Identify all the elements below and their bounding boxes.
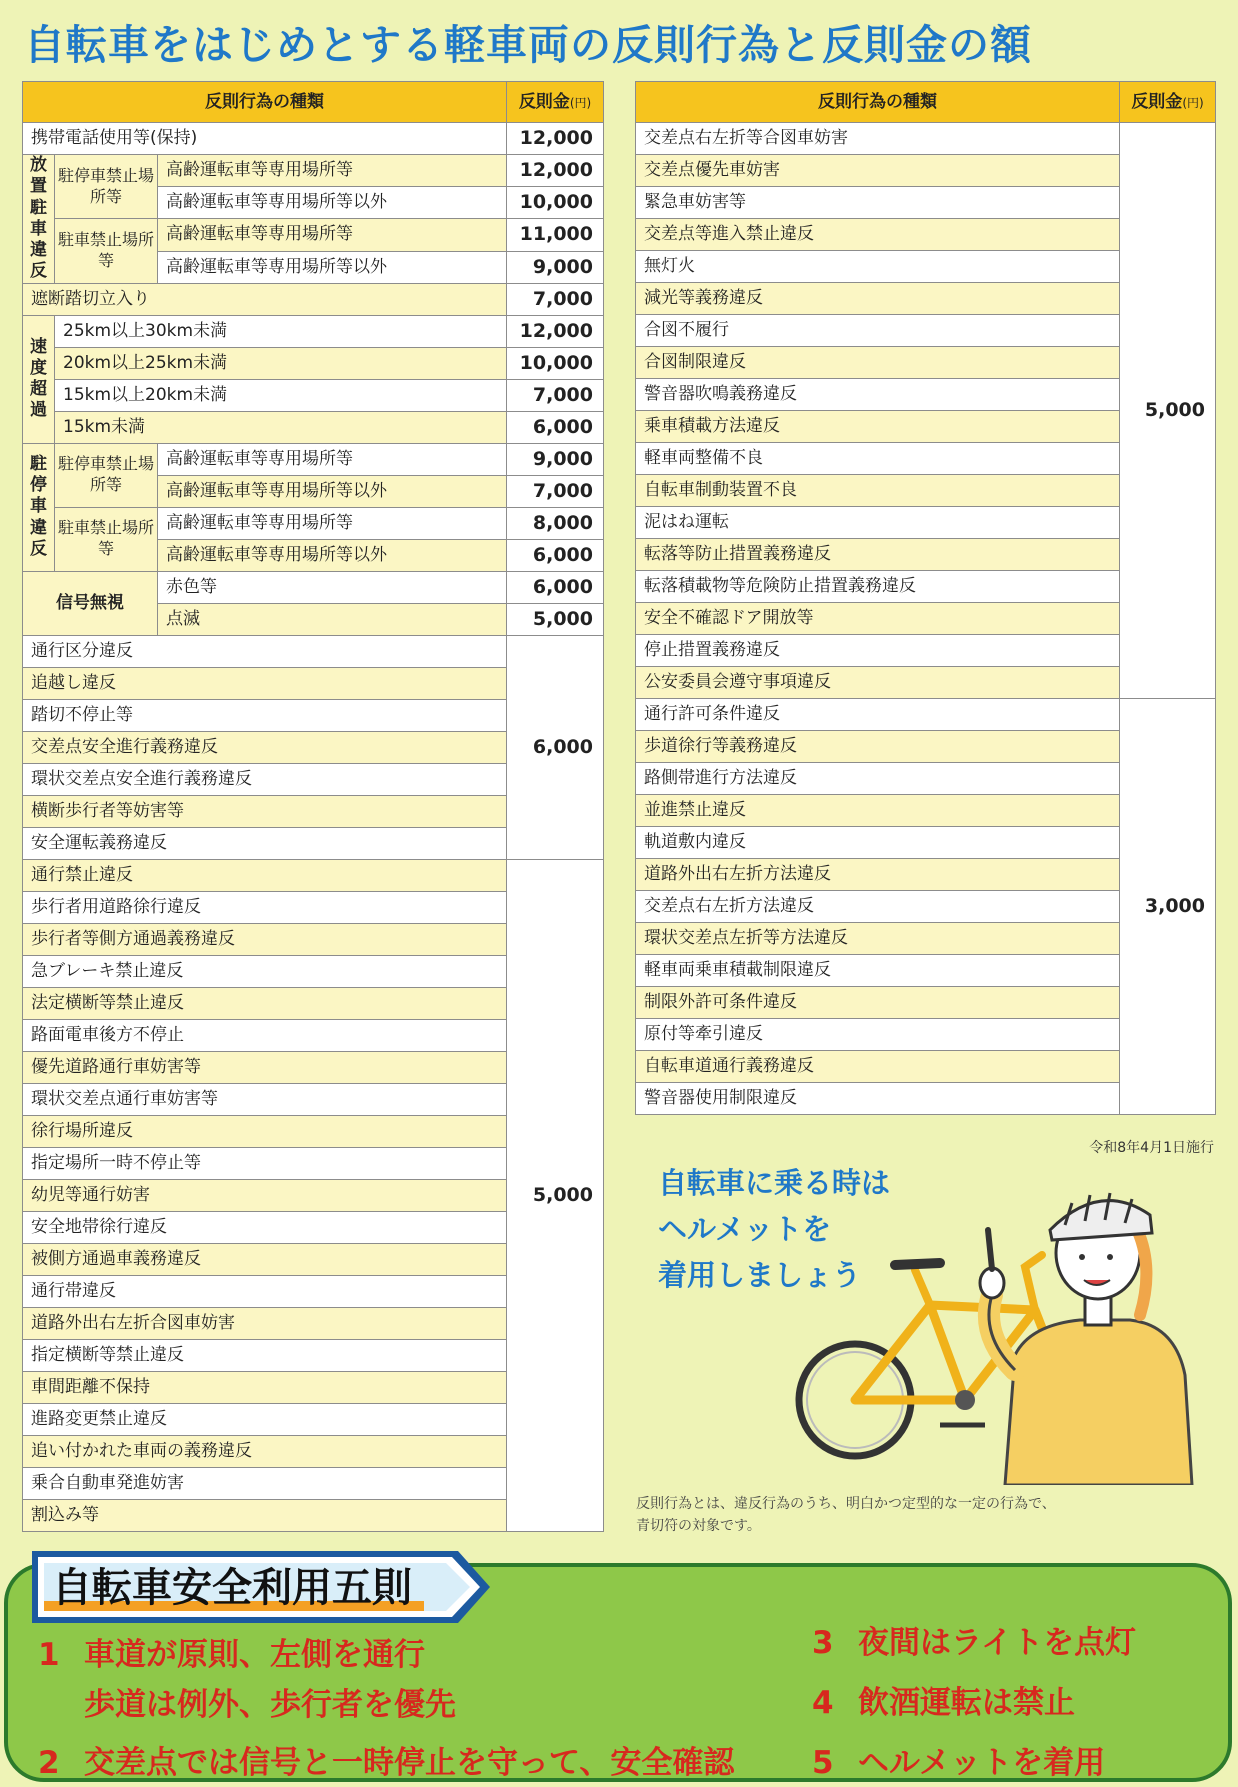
violation-label: 車間距離不保持 <box>23 1371 507 1403</box>
rules-title-banner <box>28 1545 498 1625</box>
violation-label: 制限外許可条件違反 <box>636 987 1120 1019</box>
violation-label: 路側帯進行方法違反 <box>636 763 1120 795</box>
violation-label: 転落等防止措置義務違反 <box>636 539 1120 571</box>
table-row <box>23 411 604 443</box>
violation-label: 高齢運転車等専用場所等 <box>158 507 507 539</box>
fine-amount: 8,000 <box>507 507 604 539</box>
violation-label: 減光等義務違反 <box>636 283 1120 315</box>
violation-label: 乗合自動車発進妨害 <box>23 1467 507 1499</box>
fine-amount: 9,000 <box>507 443 604 475</box>
violation-label: 道路外出右左折合図車妨害 <box>23 1307 507 1339</box>
violation-label: 歩道徐行等義務違反 <box>636 731 1120 763</box>
violation-label: 法定横断等禁止違反 <box>23 987 507 1019</box>
violation-label: 通行禁止違反 <box>23 859 507 891</box>
helmet-line: 自転車に乗る時は <box>658 1166 891 1200</box>
violation-label: 優先道路通行車妨害等 <box>23 1051 507 1083</box>
table-row <box>23 315 604 347</box>
violation-label: 無灯火 <box>636 251 1120 283</box>
table-row <box>23 379 604 411</box>
fine-amount: 5,000 <box>1120 123 1216 699</box>
violation-label: 歩行者等側方通過義務違反 <box>23 923 507 955</box>
group-6000 <box>23 635 604 859</box>
violation-label: 赤色等 <box>158 571 507 603</box>
violation-label: 携帯電話使用等(保持) <box>23 123 507 155</box>
violation-label: 遮断踏切立入り <box>23 283 507 315</box>
violation-label: 警音器使用制限違反 <box>636 1083 1120 1115</box>
violation-label: 軽車両乗車積載制限違反 <box>636 955 1120 987</box>
violation-label: 並進禁止違反 <box>636 795 1120 827</box>
violation-label: 15km未満 <box>55 411 507 443</box>
col-header-type: 反則行為の種類 <box>636 82 1120 123</box>
fine-amount: 7,000 <box>507 475 604 507</box>
subcategory-label: 駐停車禁止場所等 <box>55 155 158 219</box>
violation-label: 幼児等通行妨害 <box>23 1179 507 1211</box>
violation-label: 高齢運転車等専用場所等以外 <box>158 187 507 219</box>
violation-label: 道路外出右左折方法違反 <box>636 859 1120 891</box>
rule-number: 5 <box>812 1745 834 1781</box>
violation-label: 指定場所一時不停止等 <box>23 1147 507 1179</box>
fine-amount: 6,000 <box>507 411 604 443</box>
violation-label: 環状交差点通行車妨害等 <box>23 1083 507 1115</box>
table-row <box>23 635 604 667</box>
table-row <box>636 123 1216 155</box>
violation-label: 安全運転義務違反 <box>23 827 507 859</box>
helmet-line: ヘルメットを <box>658 1212 832 1246</box>
fine-amount: 6,000 <box>507 539 604 571</box>
violation-label: 徐行場所違反 <box>23 1115 507 1147</box>
violation-label: 交差点優先車妨害 <box>636 155 1120 187</box>
violation-label: 公安委員会遵守事項違反 <box>636 667 1120 699</box>
violation-label: 転落積載物等危険防止措置義務違反 <box>636 571 1120 603</box>
col-header-amount: 反則金(円) <box>507 82 604 123</box>
fine-amount: 6,000 <box>507 635 604 859</box>
violation-label: 進路変更禁止違反 <box>23 1403 507 1435</box>
col-header-type: 反則行為の種類 <box>23 82 507 123</box>
violation-label: 高齢運転車等専用場所等以外 <box>158 475 507 507</box>
fine-amount: 12,000 <box>507 123 604 155</box>
violation-label: 軌道敷内違反 <box>636 827 1120 859</box>
violation-label: 指定横断等禁止違反 <box>23 1339 507 1371</box>
fine-amount: 9,000 <box>507 251 604 283</box>
violation-label: 横断歩行者等妨害等 <box>23 795 507 827</box>
violation-label: 環状交差点左折等方法違反 <box>636 923 1120 955</box>
table-row <box>23 283 604 315</box>
fine-amount: 11,000 <box>507 219 604 252</box>
violation-label: 安全不確認ドア開放等 <box>636 603 1120 635</box>
violation-label: 15km以上20km未満 <box>55 379 507 411</box>
violation-label: 泥はね運転 <box>636 507 1120 539</box>
rule-number: 3 <box>812 1625 834 1661</box>
violation-label: 25km以上30km未満 <box>55 315 507 347</box>
rule-number: 1 <box>38 1637 60 1673</box>
violation-label: 追越し違反 <box>23 667 507 699</box>
category-label-abandoned-parking: 放置駐車違反 <box>23 155 55 284</box>
violation-label: 高齢運転車等専用場所等以外 <box>158 539 507 571</box>
violation-label: 割込み等 <box>23 1499 507 1531</box>
violation-label: 自転車制動装置不良 <box>636 475 1120 507</box>
category-label-speeding: 速度超過 <box>23 315 55 443</box>
rule-number: 4 <box>812 1685 834 1721</box>
rule-text: 交差点では信号と一時停止を守って、安全確認 <box>84 1745 735 1781</box>
rules-title: 自転車安全利用五則 <box>52 1565 412 1611</box>
fine-amount: 12,000 <box>507 155 604 187</box>
rule-text: 車道が原則、左側を通行 <box>84 1637 425 1673</box>
definition-line: 青切符の対象です。 <box>636 1518 761 1534</box>
violation-label: 20km以上25km未満 <box>55 347 507 379</box>
fine-table-left <box>22 81 604 1532</box>
violation-label: 自転車道通行義務違反 <box>636 1051 1120 1083</box>
violation-label: 合図不履行 <box>636 315 1120 347</box>
violation-label: 交差点右左折方法違反 <box>636 891 1120 923</box>
rule-2 <box>38 1737 734 1782</box>
group-5000 <box>636 123 1216 699</box>
violation-label: 通行区分違反 <box>23 635 507 667</box>
violation-label: 安全地帯徐行違反 <box>23 1211 507 1243</box>
violation-label: 合図制限違反 <box>636 347 1120 379</box>
table-row <box>23 443 604 475</box>
violation-label: 交差点安全進行義務違反 <box>23 731 507 763</box>
subcategory-label: 駐車禁止場所等 <box>55 219 158 284</box>
violation-label: 通行帯違反 <box>23 1275 507 1307</box>
fine-amount: 5,000 <box>507 603 604 635</box>
effective-date: 令和8年4月1日施行 <box>1089 1140 1214 1156</box>
table-row <box>23 155 604 187</box>
fine-amount: 10,000 <box>507 347 604 379</box>
violation-label: 被側方通過車義務違反 <box>23 1243 507 1275</box>
table-row <box>636 699 1216 731</box>
category-label-signal: 信号無視 <box>23 571 158 635</box>
violation-label: 追い付かれた車両の義務違反 <box>23 1435 507 1467</box>
cyclist-illustration <box>780 1185 1200 1485</box>
violation-label: 高齢運転車等専用場所等 <box>158 155 507 187</box>
fine-amount: 7,000 <box>507 379 604 411</box>
violation-label: 原付等牽引違反 <box>636 1019 1120 1051</box>
table-row <box>23 347 604 379</box>
violation-label: 停止措置義務違反 <box>636 635 1120 667</box>
fine-amount: 10,000 <box>507 187 604 219</box>
fine-table-right <box>635 81 1216 1115</box>
table-row <box>23 219 604 252</box>
group-5000 <box>23 859 604 1531</box>
violation-label: 警音器吹鳴義務違反 <box>636 379 1120 411</box>
table-row <box>23 571 604 603</box>
rule-4 <box>812 1677 1075 1722</box>
fine-amount: 7,000 <box>507 283 604 315</box>
fine-amount: 12,000 <box>507 315 604 347</box>
fine-amount: 5,000 <box>507 859 604 1531</box>
category-label-stop-parking: 駐停車違反 <box>23 443 55 571</box>
rule-5 <box>812 1737 1105 1782</box>
violation-label: 高齢運転車等専用場所等 <box>158 443 507 475</box>
subcategory-label: 駐車禁止場所等 <box>55 507 158 571</box>
definition-note <box>636 1493 1056 1537</box>
violation-label: 点滅 <box>158 603 507 635</box>
violation-label: 路面電車後方不停止 <box>23 1019 507 1051</box>
violation-label: 踏切不停止等 <box>23 699 507 731</box>
violation-label: 緊急車妨害等 <box>636 187 1120 219</box>
rule-3 <box>812 1617 1136 1662</box>
table-row <box>23 507 604 539</box>
violation-label: 環状交差点安全進行義務違反 <box>23 763 507 795</box>
rule-text: 夜間はライトを点灯 <box>858 1625 1137 1661</box>
helmet-line: 着用しましょう <box>658 1258 862 1292</box>
subcategory-label: 駐停車禁止場所等 <box>55 443 158 507</box>
violation-label: 通行許可条件違反 <box>636 699 1120 731</box>
page-title: 自転車をはじめとする軽車両の反則行為と反則金の額 <box>24 21 1032 69</box>
violation-label: 高齢運転車等専用場所等以外 <box>158 251 507 283</box>
fine-amount: 6,000 <box>507 571 604 603</box>
definition-line: 反則行為とは、違反行為のうち、明白かつ定型的な一定の行為で、 <box>636 1496 1056 1512</box>
rule-1 <box>38 1629 425 1674</box>
rule-number: 2 <box>38 1745 60 1781</box>
table-row <box>23 859 604 891</box>
rule-text: ヘルメットを着用 <box>858 1745 1106 1781</box>
violation-label: 交差点等進入禁止違反 <box>636 219 1120 251</box>
rule-text: 飲酒運転は禁止 <box>858 1685 1075 1721</box>
fine-amount: 3,000 <box>1120 699 1216 1115</box>
rule-1-line-2: 歩道は例外、歩行者を優先 <box>84 1687 456 1723</box>
violation-label: 交差点右左折等合図車妨害 <box>636 123 1120 155</box>
col-header-amount: 反則金(円) <box>1120 82 1216 123</box>
table-row <box>23 123 604 155</box>
group-3000 <box>636 699 1216 1115</box>
violation-label: 歩行者用道路徐行違反 <box>23 891 507 923</box>
violation-label: 高齢運転車等専用場所等 <box>158 219 507 252</box>
violation-label: 急ブレーキ禁止違反 <box>23 955 507 987</box>
violation-label: 乗車積載方法違反 <box>636 411 1120 443</box>
violation-label: 軽車両整備不良 <box>636 443 1120 475</box>
